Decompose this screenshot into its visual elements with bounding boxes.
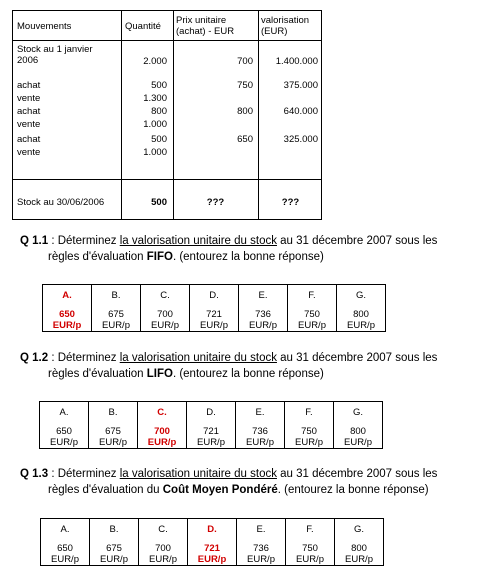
answer-letter: G.: [352, 407, 364, 418]
answer-unit: EUR/p: [298, 320, 326, 331]
answer-unit: EUR/p: [197, 437, 225, 448]
answer-value: 750: [304, 309, 320, 320]
answer-value: 736: [252, 426, 268, 437]
answer-letter: C.: [157, 407, 167, 418]
answer-letter: F.: [305, 407, 313, 418]
answer-unit: EUR/p: [200, 320, 228, 331]
final-stock-prix: ???: [206, 197, 225, 208]
answer-option-a[interactable]: [41, 519, 90, 566]
question-1-3: Q 1.3 : Déterminez la valorisation unitaire du stock au 31 décembre 2007 sous les règles d'évaluation du Coût Moyen Pondéré. (entourez la bonne réponse): [20, 468, 438, 496]
method-name: FIFO: [146, 251, 173, 263]
movement-label: vente: [17, 93, 41, 104]
answer-letter: E.: [258, 290, 268, 301]
answer-letter: A.: [60, 524, 70, 535]
answer-unit: EUR/p: [197, 554, 227, 565]
answer-unit: EUR/p: [347, 320, 375, 331]
answer-value: 750: [302, 543, 318, 554]
movement-prix: 650: [237, 134, 253, 145]
initial-stock-label-line2: 2006: [17, 55, 39, 66]
header-valorisation-line1: valorisation: [261, 15, 310, 26]
header-quantite: Quantité: [125, 21, 161, 32]
question-1-1: Q 1.1 : Déterminez la valorisation unitaire du stock au 31 décembre 2007 sous les règles d'évaluation FIFO. (entourez la bonne réponse): [20, 235, 438, 263]
answer-unit: EUR/p: [151, 320, 179, 331]
movement-prix: 750: [237, 80, 253, 91]
answer-table-1-3: [40, 518, 384, 566]
answer-letter: E.: [255, 407, 265, 418]
header-divider: [13, 40, 321, 41]
question-key-phrase: la valorisation unitaire du stock: [119, 352, 277, 364]
answer-option-g[interactable]: [337, 285, 386, 332]
method-name: LIFO: [146, 368, 173, 380]
movement-quantite: 500: [151, 134, 167, 145]
answer-option-e[interactable]: [236, 402, 285, 449]
answer-option-b[interactable]: [90, 519, 139, 566]
answer-letter: D.: [206, 407, 216, 418]
answer-unit: EUR/p: [246, 437, 274, 448]
answer-option-d[interactable]: [187, 402, 236, 449]
header-mouvements: Mouvements: [17, 21, 72, 32]
header-prix-line2: (achat) - EUR: [176, 26, 235, 37]
final-stock-label: Stock au 30/06/2006: [17, 197, 105, 208]
question-1-2: Q 1.2 : Déterminez la valorisation unitaire du stock au 31 décembre 2007 sous les règles d'évaluation LIFO. (entourez la bonne réponse): [20, 352, 438, 380]
answer-unit: EUR/p: [147, 437, 177, 448]
answer-table-1-2: [39, 401, 383, 449]
answer-letter: B.: [109, 524, 119, 535]
answer-letter: F.: [308, 290, 316, 301]
answer-option-d[interactable]: [188, 519, 237, 566]
movement-quantite: 800: [151, 106, 167, 117]
answer-unit: EUR/p: [296, 554, 324, 565]
answer-value: 750: [301, 426, 317, 437]
final-stock-valorisation: ???: [281, 197, 300, 208]
answer-unit: EUR/p: [102, 320, 130, 331]
answer-option-b[interactable]: [89, 402, 138, 449]
answer-unit: EUR/p: [52, 320, 82, 331]
answer-value: 650: [59, 309, 75, 320]
answer-letter: A.: [59, 407, 69, 418]
answer-unit: EUR/p: [295, 437, 323, 448]
answer-option-g[interactable]: [334, 402, 383, 449]
question-key-phrase: la valorisation unitaire du stock: [119, 235, 277, 247]
header-prix-line1: Prix unitaire: [176, 15, 227, 26]
answer-unit: EUR/p: [149, 554, 177, 565]
question-number: Q 1.2: [20, 352, 49, 364]
answer-value: 650: [57, 543, 73, 554]
answer-value: 650: [56, 426, 72, 437]
answer-value: 675: [105, 426, 121, 437]
answer-value: 700: [157, 309, 173, 320]
initial-stock-prix: 700: [237, 56, 253, 67]
movement-valorisation: 325.000: [283, 134, 318, 145]
answer-value: 721: [206, 309, 222, 320]
answer-unit: EUR/p: [99, 437, 127, 448]
answer-letter: D.: [209, 290, 219, 301]
answer-value: 800: [350, 426, 366, 437]
movement-label: achat: [17, 134, 41, 145]
answer-letter: C.: [158, 524, 168, 535]
answer-option-g[interactable]: [335, 519, 384, 566]
answer-option-d[interactable]: [190, 285, 239, 332]
answer-option-c[interactable]: [138, 402, 187, 449]
footer-divider: [13, 179, 321, 180]
answer-unit: EUR/p: [100, 554, 128, 565]
answer-option-e[interactable]: [237, 519, 286, 566]
answer-unit: EUR/p: [50, 437, 78, 448]
answer-option-f[interactable]: [286, 519, 335, 566]
answer-value: 736: [253, 543, 269, 554]
answer-value: 675: [108, 309, 124, 320]
answer-unit: EUR/p: [51, 554, 79, 565]
initial-stock-quantite: 2.000: [143, 56, 167, 67]
question-number: Q 1.3: [20, 468, 49, 480]
answer-letter: B.: [108, 407, 118, 418]
answer-letter: B.: [111, 290, 121, 301]
movement-quantite: 1.000: [143, 119, 167, 130]
answer-option-c[interactable]: [141, 285, 190, 332]
answer-value: 700: [154, 426, 170, 437]
answer-letter: G.: [353, 524, 365, 535]
movement-prix: 800: [237, 106, 253, 117]
movement-quantite: 500: [151, 80, 167, 91]
answer-unit: EUR/p: [345, 554, 373, 565]
answer-value: 721: [203, 426, 219, 437]
answer-option-a[interactable]: [40, 402, 89, 449]
movement-valorisation: 375.000: [283, 80, 318, 91]
stock-table: [12, 10, 322, 220]
answer-value: 800: [351, 543, 367, 554]
answer-value: 721: [204, 543, 220, 554]
answer-value: 675: [106, 543, 122, 554]
answer-value: 736: [255, 309, 271, 320]
answer-option-a[interactable]: [43, 285, 92, 332]
answer-letter: F.: [306, 524, 314, 535]
movement-quantite: 1.000: [143, 147, 167, 158]
header-valorisation-line2: (EUR): [261, 26, 288, 37]
movement-label: vente: [17, 119, 41, 130]
answer-option-b[interactable]: [92, 285, 141, 332]
initial-stock-label-line1: Stock au 1 janvier: [17, 44, 93, 55]
answer-unit: EUR/p: [249, 320, 277, 331]
answer-table-1-1: [42, 284, 386, 332]
answer-letter: G.: [355, 290, 367, 301]
method-name: Coût Moyen Pondéré: [162, 484, 278, 496]
movement-quantite: 1.300: [143, 93, 167, 104]
answer-letter: E.: [256, 524, 266, 535]
answer-value: 700: [155, 543, 171, 554]
question-key-phrase: la valorisation unitaire du stock: [119, 468, 277, 480]
answer-unit: EUR/p: [247, 554, 275, 565]
answer-letter: C.: [160, 290, 170, 301]
answer-option-e[interactable]: [239, 285, 288, 332]
final-stock-quantite: 500: [151, 197, 167, 208]
movement-label: achat: [17, 80, 41, 91]
answer-letter: A.: [62, 290, 72, 301]
movement-valorisation: 640.000: [283, 106, 318, 117]
answer-option-c[interactable]: [139, 519, 188, 566]
movement-label: achat: [17, 106, 41, 117]
answer-option-f[interactable]: [288, 285, 337, 332]
answer-letter: D.: [207, 524, 217, 535]
answer-option-f[interactable]: [285, 402, 334, 449]
answer-value: 800: [353, 309, 369, 320]
answer-unit: EUR/p: [344, 437, 372, 448]
movement-label: vente: [17, 147, 41, 158]
initial-stock-valorisation: 1.400.000: [275, 56, 318, 67]
question-number: Q 1.1: [20, 235, 49, 247]
